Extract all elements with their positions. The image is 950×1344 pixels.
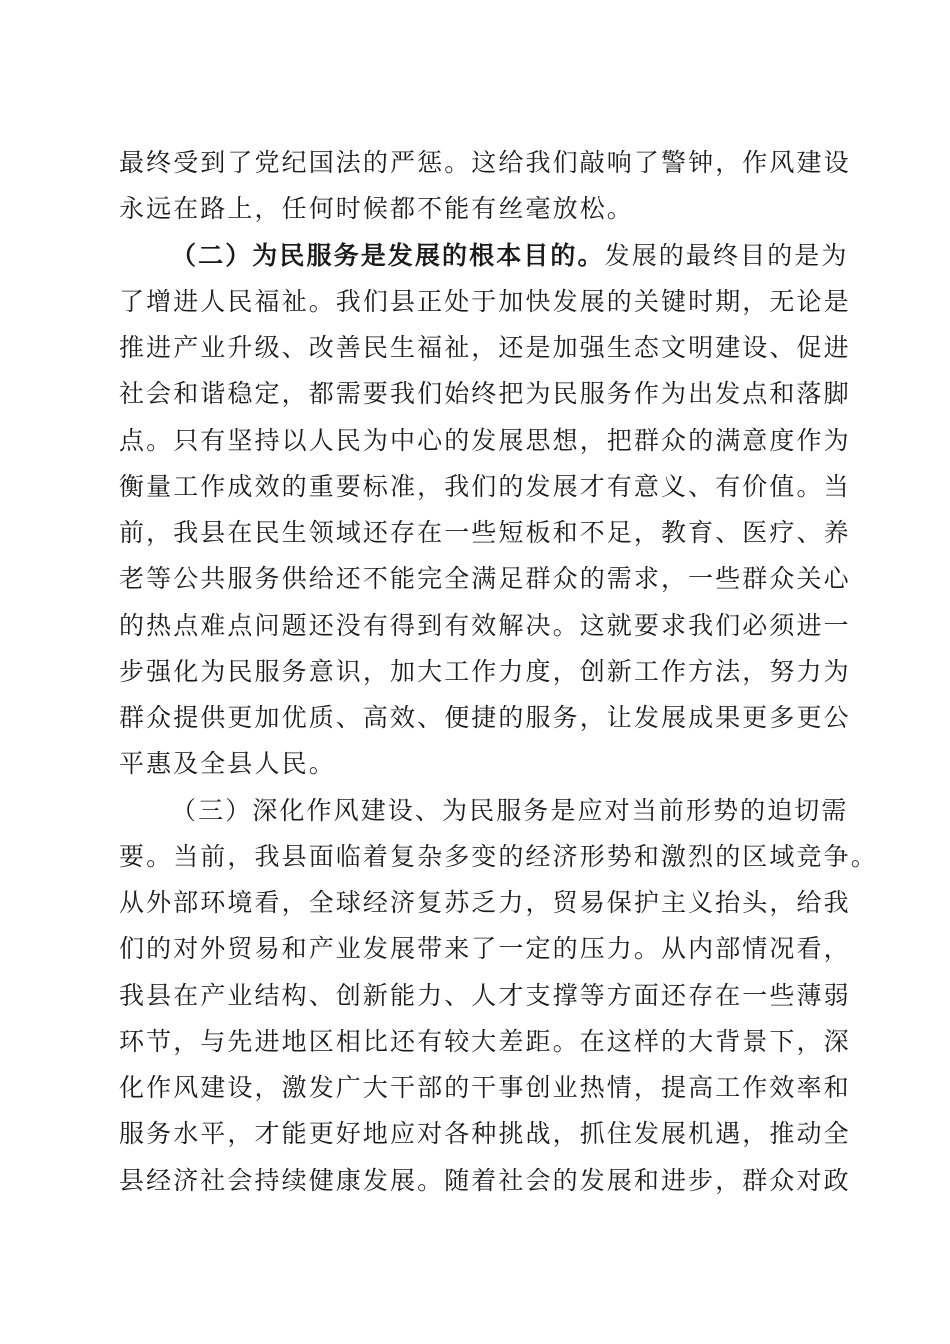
text-line: 化作风建设，激发广大干部的干事创业热情，提高工作效率和 [119,1073,851,1102]
text-line: 从外部环境看，全球经济复苏乏力，贸易保护主义抬头，给我 [119,888,851,917]
paragraph-1 [119,140,859,233]
text-line: 前，我县在民生领域还存在一些短板和不足，教育、医疗、养 [119,518,851,547]
text-line: 了增进人民福祉。我们县正处于加快发展的关键时期，无论是 [119,286,851,316]
text-line: 县经济社会持续健康发展。随着社会的发展和进步，群众对政 [119,1165,851,1195]
text-segment: 发展的最终目的是为 [604,240,849,270]
text-line: 们的对外贸易和产业发展带来了一定的压力。从内部情况看， [119,934,851,964]
text-line: 推进产业升级、改善民生福祉，还是加强生态文明建设、促进 [119,333,851,362]
paragraph-3-first-line: （三）深化作风建设、为民服务是应对当前形势的迫切需 [171,795,849,825]
text-line: 群众提供更加优质、高效、便捷的服务，让发展成果更多更公 [119,703,851,732]
paragraph-2 [119,233,859,788]
text-line: 服务水平，才能更好地应对各种挑战，抓住发展机遇，推动全 [119,1119,851,1149]
text-line: 老等公共服务供给还不能完全满足群众的需求，一些群众关心 [119,564,851,594]
paragraph-2-first-line [119,233,859,279]
text-line: 衡量工作成效的重要标准，我们的发展才有意义、有价值。当 [119,471,851,501]
text-line: 环节，与先进地区相比还有较大差距。在这样的大背景下，深 [119,1026,851,1056]
paragraph-2-heading: （二）为民服务是发展的根本目的。 [171,240,605,270]
text-line: 社会和谐稳定，都需要我们始终把为民服务作为出发点和落脚 [119,379,851,409]
text-line: 要。当前，我县面临着复杂多变的经济形势和激烈的区域竞争。 [119,841,878,871]
text-line: 我县在产业结构、创新能力、人才支撑等方面还存在一些薄弱 [119,980,851,1010]
text-line: 点。只有坚持以人民为中心的发展思想，把群众的满意度作为 [119,425,851,455]
document-body [119,140,878,1204]
text-line: 的热点难点问题还没有得到有效解决。这就要求我们必须进一 [119,610,851,640]
text-line: 平惠及全县人民。 [119,749,336,779]
text-line: 永远在路上，任何时候都不能有丝毫放松。 [119,194,634,224]
text-line: 步强化为民服务意识，加大工作力度，创新工作方法，努力为 [119,656,851,686]
text-line: 最终受到了党纪国法的严惩。这给我们敲响了警钟，作风建设 [119,148,851,177]
paragraph-3 [119,788,878,1204]
